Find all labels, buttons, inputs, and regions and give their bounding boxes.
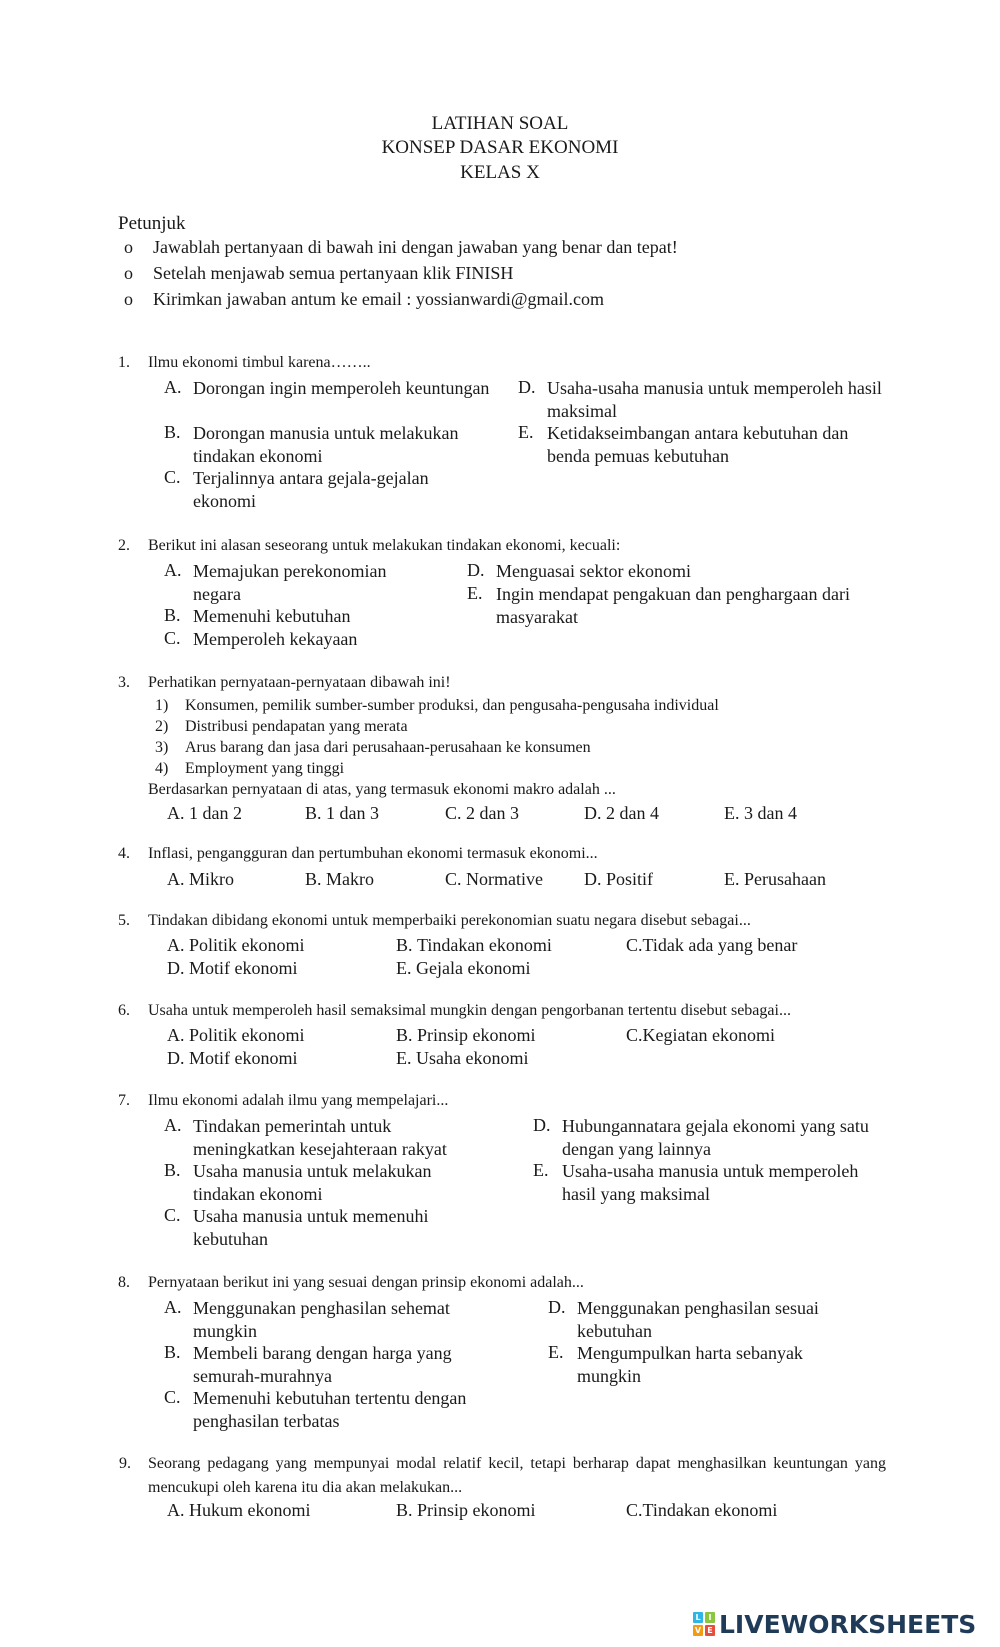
option-1d[interactable]: D. Usaha-usaha manusia untuk memperoleh hasil maksimal	[518, 377, 882, 421]
question-9: 9. Seorang pedagang yang mempunyai modal relatif kecil, tetapi berharap dapat menghasilkan keuntungan yang mencukupi oleh karena itu dia akan melakukan...	[119, 1455, 886, 1496]
option-3a[interactable]: A. 1 dan 2	[167, 803, 242, 823]
question-8: 8. Pernyataan berikut ini yang sesuai dengan prinsip ekonomi adalah...	[118, 1274, 584, 1291]
question-3-prompt: Berdasarkan pernyataan di atas, yang termasuk ekonomi makro adalah ...	[148, 781, 616, 798]
option-1e[interactable]: E. Ketidakseimbangan antara kebutuhan dan benda pemuas kebutuhan	[518, 422, 849, 466]
option-5d[interactable]: D. Motif ekonomi	[167, 958, 298, 978]
option-7d[interactable]: D. Hubungannatara gejala ekonomi yang satu dengan yang lainnya	[533, 1115, 869, 1159]
logo-text: LIVEWORKSHEETS	[719, 1609, 977, 1639]
instruction-item: o Setelah menjawab semua pertanyaan klik FINISH	[124, 263, 514, 283]
question-5: 5. Tindakan dibidang ekonomi untuk memperbaiki perekonomian suatu negara disebut sebagai...	[118, 912, 751, 929]
option-9b[interactable]: B. Prinsip ekonomi	[396, 1500, 536, 1520]
option-6c[interactable]: C.Kegiatan ekonomi	[626, 1025, 775, 1045]
option-7e[interactable]: E. Usaha-usaha manusia untuk memperoleh hasil yang maksimal	[533, 1160, 859, 1204]
option-8c[interactable]: C. Memenuhi kebutuhan tertentu dengan penghasilan terbatas	[164, 1387, 467, 1431]
logo-blocks-icon: L I V E	[693, 1612, 715, 1636]
option-8b[interactable]: B. Membeli barang dengan harga yang semurah-murahnya	[164, 1342, 452, 1386]
liveworksheets-logo[interactable]	[693, 1610, 976, 1638]
option-7b[interactable]: B. Usaha manusia untuk melakukan tindakan ekonomi	[164, 1160, 432, 1204]
option-5c[interactable]: C.Tidak ada yang benar	[626, 935, 798, 955]
option-3d[interactable]: D. 2 dan 4	[584, 803, 659, 823]
title-line-2: KONSEP DASAR EKONOMI	[381, 137, 619, 158]
bullet-icon: o	[124, 237, 133, 257]
question-7: 7. Ilmu ekonomi adalah ilmu yang mempelajari...	[118, 1092, 449, 1109]
option-9c[interactable]: C.Tindakan ekonomi	[626, 1500, 778, 1520]
option-4e[interactable]: E. Perusahaan	[724, 869, 826, 889]
option-2d[interactable]: D. Menguasai sektor ekonomi	[467, 560, 691, 581]
option-2b[interactable]: B. Memenuhi kebutuhan	[164, 605, 351, 626]
option-1c[interactable]: C. Terjalinnya antara gejala-gejalan ekonomi	[164, 467, 429, 511]
option-2a[interactable]: A. Memajukan perekonomian negara	[164, 560, 387, 604]
instruction-item: o Kirimkan jawaban antum ke email : yossianwardi@gmail.com	[124, 289, 604, 309]
option-4b[interactable]: B. Makro	[305, 869, 375, 889]
statement-3: 3) Arus barang dan jasa dari perusahaan-perusahaan ke konsumen	[155, 739, 591, 756]
option-7a[interactable]: A. Tindakan pemerintah untuk meningkatkan kesejahteraan rakyat	[164, 1115, 447, 1159]
option-1b[interactable]: B. Dorongan manusia untuk melakukan tindakan ekonomi	[164, 422, 459, 466]
option-4c[interactable]: C. Normative	[445, 869, 543, 889]
question-3: 3. Perhatikan pernyataan-pernyataan dibawah ini!	[118, 674, 451, 691]
question-4: 4. Inflasi, pengangguran dan pertumbuhan ekonomi termasuk ekonomi...	[118, 845, 598, 862]
option-5e[interactable]: E. Gejala ekonomi	[396, 958, 531, 978]
title-line-3: KELAS X	[460, 162, 540, 183]
question-2: 2. Berikut ini alasan seseorang untuk melakukan tindakan ekonomi, kecuali:	[118, 537, 621, 554]
question-6: 6. Usaha untuk memperoleh hasil semaksimal mungkin dengan pengorbanan tertentu disebut sebagai...	[118, 1002, 791, 1019]
option-8d[interactable]: D. Menggunakan penghasilan sesuai kebutuhan	[548, 1297, 819, 1341]
option-1a[interactable]: A. Dorongan ingin memperoleh keuntungan	[164, 377, 490, 398]
option-6d[interactable]: D. Motif ekonomi	[167, 1048, 298, 1068]
option-3e[interactable]: E. 3 dan 4	[724, 803, 797, 823]
question-1: 1. Ilmu ekonomi timbul karena……..	[118, 354, 371, 371]
option-2e[interactable]: E. Ingin mendapat pengakuan dan penghargaan dari masyarakat	[467, 583, 851, 627]
option-6a[interactable]: A. Politik ekonomi	[167, 1025, 305, 1045]
option-5a[interactable]: A. Politik ekonomi	[167, 935, 305, 955]
title-line-1: LATIHAN SOAL	[431, 113, 569, 134]
option-8e[interactable]: E. Mengumpulkan harta sebanyak mungkin	[548, 1342, 803, 1386]
option-6b[interactable]: B. Prinsip ekonomi	[396, 1025, 536, 1045]
option-4d[interactable]: D. Positif	[584, 869, 654, 889]
option-2c[interactable]: C. Memperoleh kekayaan	[164, 628, 358, 649]
option-4a[interactable]: A. Mikro	[167, 869, 234, 889]
option-8a[interactable]: A. Menggunakan penghasilan sehemat mungkin	[164, 1297, 450, 1341]
option-9a[interactable]: A. Hukum ekonomi	[167, 1500, 311, 1520]
instruction-item: o Jawablah pertanyaan di bawah ini dengan jawaban yang benar dan tepat!	[124, 237, 678, 257]
statement-2: 2) Distribusi pendapatan yang merata	[155, 718, 408, 735]
bullet-icon: o	[124, 289, 133, 309]
statement-1: 1) Konsumen, pemilik sumber-sumber produksi, dan pengusaha-pengusaha individual	[155, 697, 719, 714]
option-3b[interactable]: B. 1 dan 3	[305, 803, 380, 823]
statement-4: 4) Employment yang tinggi	[155, 760, 345, 777]
option-5b[interactable]: B. Tindakan ekonomi	[396, 935, 552, 955]
option-3c[interactable]: C. 2 dan 3	[445, 803, 520, 823]
instructions-heading: Petunjuk	[118, 213, 186, 234]
option-7c[interactable]: C. Usaha manusia untuk memenuhi kebutuhan	[164, 1205, 429, 1249]
bullet-icon: o	[124, 263, 133, 283]
option-6e[interactable]: E. Usaha ekonomi	[396, 1048, 529, 1068]
